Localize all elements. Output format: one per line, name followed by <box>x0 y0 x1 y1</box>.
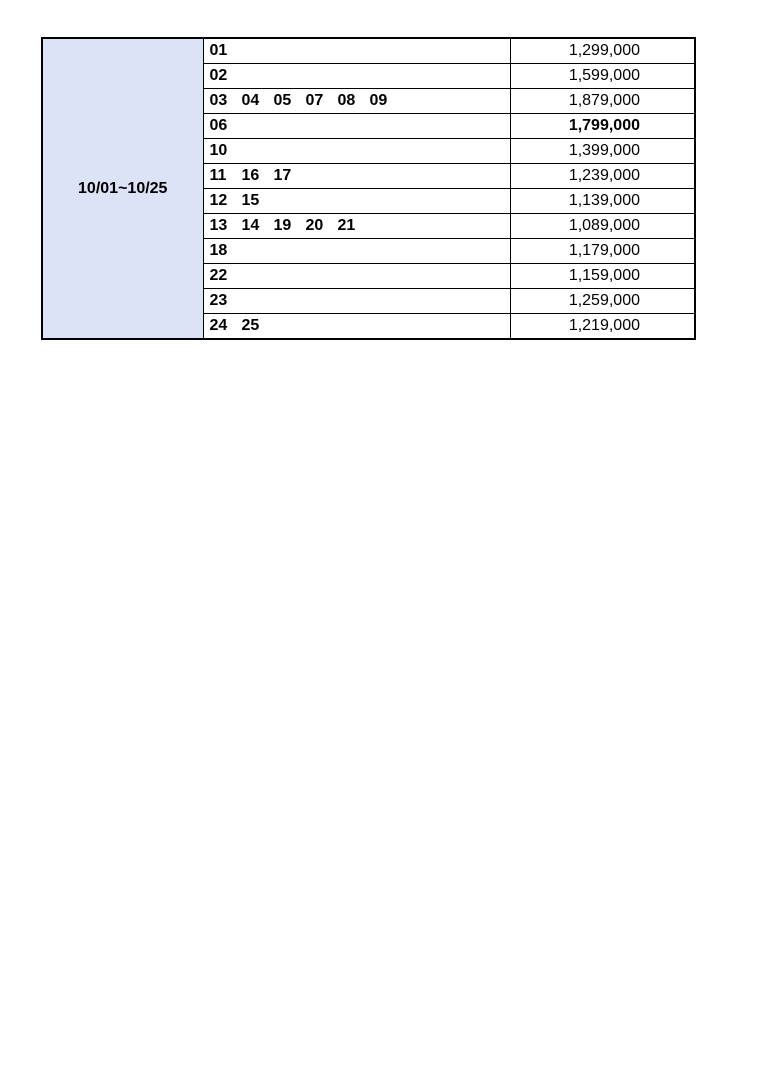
price-table <box>41 37 696 340</box>
days-cell <box>203 164 510 189</box>
day-number: 02 <box>209 67 228 84</box>
day-number: 09 <box>369 92 388 109</box>
day-number: 17 <box>273 167 292 184</box>
table-row <box>42 38 695 64</box>
days-cell <box>203 38 510 64</box>
day-number: 18 <box>209 242 228 259</box>
day-list <box>210 189 510 213</box>
day-number: 15 <box>241 192 260 209</box>
day-list <box>210 289 510 313</box>
day-number: 03 <box>209 92 228 109</box>
day-number: 11 <box>209 167 227 184</box>
price-cell: 1,139,000 <box>510 189 695 214</box>
day-number: 21 <box>337 217 356 234</box>
day-list <box>210 164 510 188</box>
day-number: 23 <box>209 292 228 309</box>
day-list <box>210 114 510 138</box>
days-cell <box>203 64 510 89</box>
day-list <box>210 239 510 263</box>
day-number: 22 <box>209 267 228 284</box>
day-number: 19 <box>273 217 292 234</box>
days-cell <box>203 189 510 214</box>
day-number: 20 <box>305 217 324 234</box>
price-cell: 1,799,000 <box>510 114 695 139</box>
price-table-body <box>42 38 695 339</box>
day-list <box>210 314 510 338</box>
day-number: 05 <box>273 92 292 109</box>
days-cell <box>203 214 510 239</box>
day-number: 12 <box>209 192 228 209</box>
price-cell: 1,879,000 <box>510 89 695 114</box>
days-cell <box>203 114 510 139</box>
day-list <box>210 264 510 288</box>
price-cell: 1,089,000 <box>510 214 695 239</box>
day-number: 14 <box>241 217 260 234</box>
days-cell <box>203 239 510 264</box>
day-list <box>210 64 510 88</box>
day-number: 01 <box>209 42 228 59</box>
price-cell: 1,219,000 <box>510 314 695 340</box>
day-number: 08 <box>337 92 356 109</box>
day-list <box>210 139 510 163</box>
period-cell: 10/01~10/25 <box>42 38 203 339</box>
price-cell: 1,179,000 <box>510 239 695 264</box>
day-number: 13 <box>209 217 228 234</box>
days-cell <box>203 139 510 164</box>
day-number: 10 <box>209 142 228 159</box>
day-number: 06 <box>209 117 228 134</box>
day-number: 25 <box>241 317 260 334</box>
days-cell <box>203 289 510 314</box>
price-cell: 1,159,000 <box>510 264 695 289</box>
day-list <box>210 214 510 238</box>
price-cell: 1,399,000 <box>510 139 695 164</box>
day-number: 16 <box>241 167 260 184</box>
day-list <box>210 89 510 113</box>
day-number: 04 <box>241 92 260 109</box>
days-cell <box>203 314 510 340</box>
price-cell: 1,299,000 <box>510 38 695 64</box>
price-cell: 1,259,000 <box>510 289 695 314</box>
price-cell: 1,599,000 <box>510 64 695 89</box>
day-number: 07 <box>305 92 324 109</box>
day-number: 24 <box>209 317 228 334</box>
days-cell <box>203 264 510 289</box>
price-cell: 1,239,000 <box>510 164 695 189</box>
days-cell <box>203 89 510 114</box>
day-list <box>210 39 510 63</box>
